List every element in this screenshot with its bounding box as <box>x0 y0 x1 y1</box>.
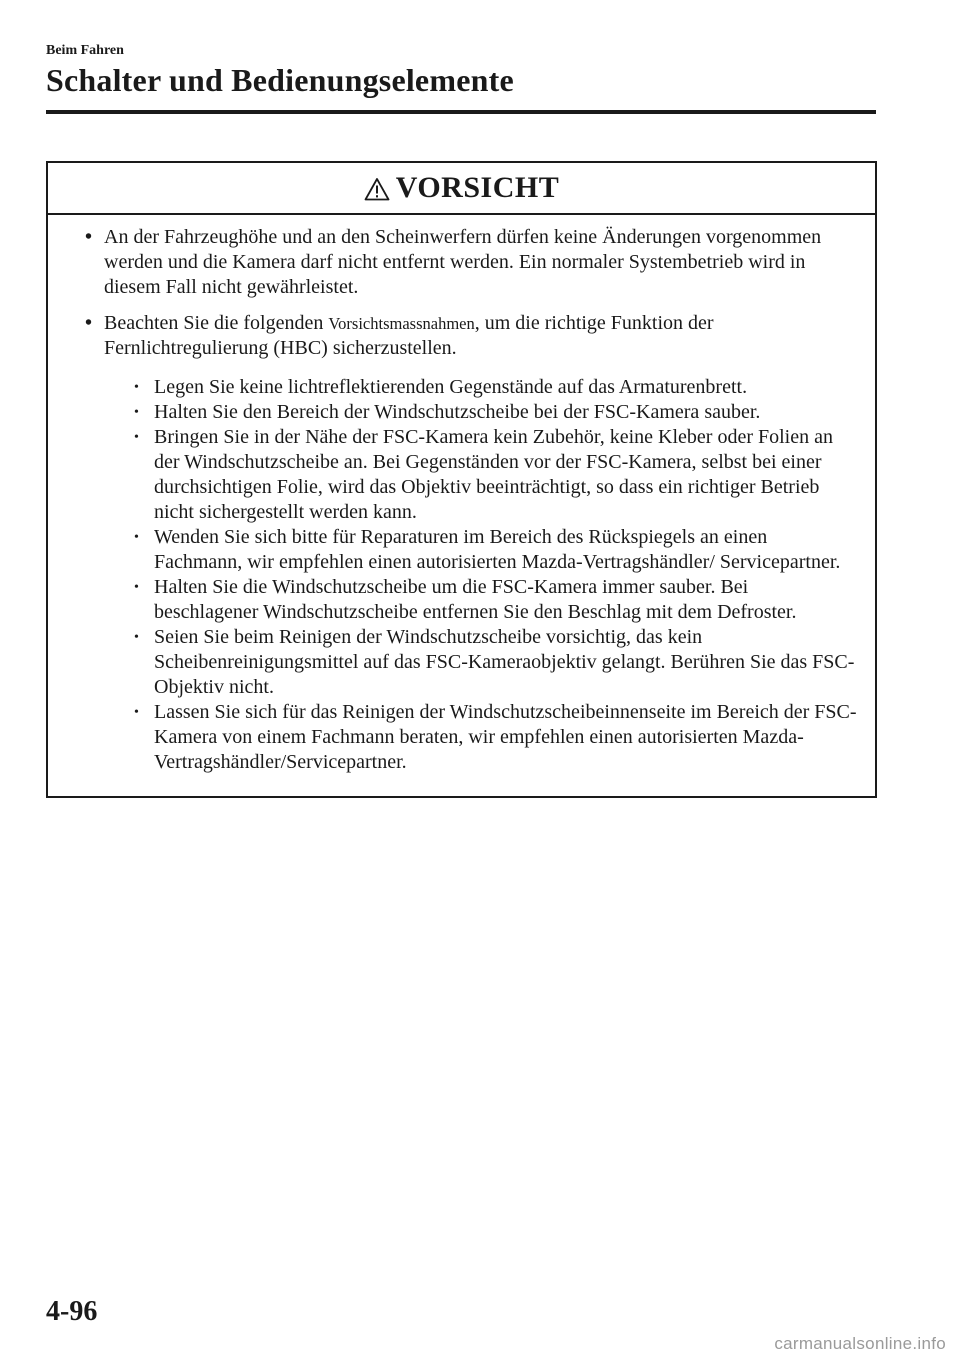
watermark: carmanualsonline.info <box>774 1334 946 1353</box>
precautions-list <box>104 375 857 775</box>
caution-item <box>82 311 857 775</box>
page-title: Schalter und Bedienungselemente <box>46 62 514 98</box>
bullet-dot-icon: • <box>85 226 93 248</box>
sub-bullet-icon: • <box>134 630 139 645</box>
list-item <box>104 375 857 400</box>
caution-item-text: An der Fahrzeughöhe und an den Scheinwerfern dürfen keine Änderungen vorgenommen werden und die Kamera darf nicht entfernt werden. Ein normaler Systembetrieb wird in diesem Fall nicht gewährleistet. <box>104 226 822 298</box>
list-item-text: Halten Sie den Bereich der Windschutzscheibe bei der FSC-Kamera sauber. <box>154 401 761 423</box>
caution-item-text-start: Beachten Sie die folgenden <box>104 312 329 334</box>
list-item <box>104 400 857 425</box>
sub-bullet-icon: • <box>134 530 139 545</box>
list-item-text: Halten Sie die Windschutzscheibe um die FSC-Kamera immer sauber. Bei beschlagener Windschutzscheibe entfernen Sie den Beschlag mit dem Defroster. <box>154 576 797 623</box>
list-item-text: Wenden Sie sich bitte für Reparaturen im Bereich des Rückspiegels an einen Fachmann, wir empfehlen einen autorisierten Mazda-Vertragshändler/ Servicepartner. <box>154 526 841 573</box>
list-item <box>104 625 857 700</box>
list-item <box>104 575 857 625</box>
list-item <box>104 425 857 525</box>
caution-body <box>48 215 875 796</box>
warning-triangle-icon <box>364 177 390 201</box>
sub-bullet-icon: • <box>134 580 139 595</box>
list-item <box>104 525 857 575</box>
sub-bullet-icon: • <box>134 405 139 420</box>
list-item <box>104 700 857 775</box>
list-item-text: Seien Sie beim Reinigen der Windschutzscheibe vorsichtig, das kein Scheibenreinigungsmittel auf das FSC-Kameraobjektiv gelangt. Berühren Sie das FSC-Objektiv nicht. <box>154 626 855 698</box>
list-item-text: Bringen Sie in der Nähe der FSC-Kamera kein Zubehör, keine Kleber oder Folien an der Windschutzscheibe an. Bei Gegenständen vor der FSC-Kamera, selbst bei einer durchsichtigen Folie, wird das Objektiv beeinträchtigt, so dass ein richtiger Betrieb nicht sichergestellt werden kann. <box>154 426 833 523</box>
caution-header <box>48 163 875 215</box>
caution-item-text-small: Vorsichtsmassnahmen <box>328 314 475 333</box>
section-label: Beim Fahren <box>46 43 124 58</box>
sub-bullet-icon: • <box>134 380 139 395</box>
caution-item-text-end: , um die richtige Funktion der Fernlichtregulierung (HBC) sicherzustellen. <box>104 312 714 359</box>
bullet-dot-icon: • <box>85 312 93 334</box>
caution-box <box>46 161 877 798</box>
title-rule <box>46 110 876 114</box>
page-number: 4-96 <box>46 1296 98 1327</box>
list-item-text: Lassen Sie sich für das Reinigen der Windschutzscheibeinnenseite im Bereich der FSC-Kamera von einem Fachmann beraten, wir empfehlen einen autorisierten Mazda-Vertragshändler/Servicepartner. <box>154 701 857 773</box>
sub-bullet-icon: • <box>134 430 139 445</box>
list-item-text: Legen Sie keine lichtreflektierenden Gegenstände auf das Armaturenbrett. <box>154 376 748 398</box>
caution-title: VORSICHT <box>395 171 560 204</box>
sub-bullet-icon: • <box>134 705 139 720</box>
caution-item <box>82 225 857 300</box>
